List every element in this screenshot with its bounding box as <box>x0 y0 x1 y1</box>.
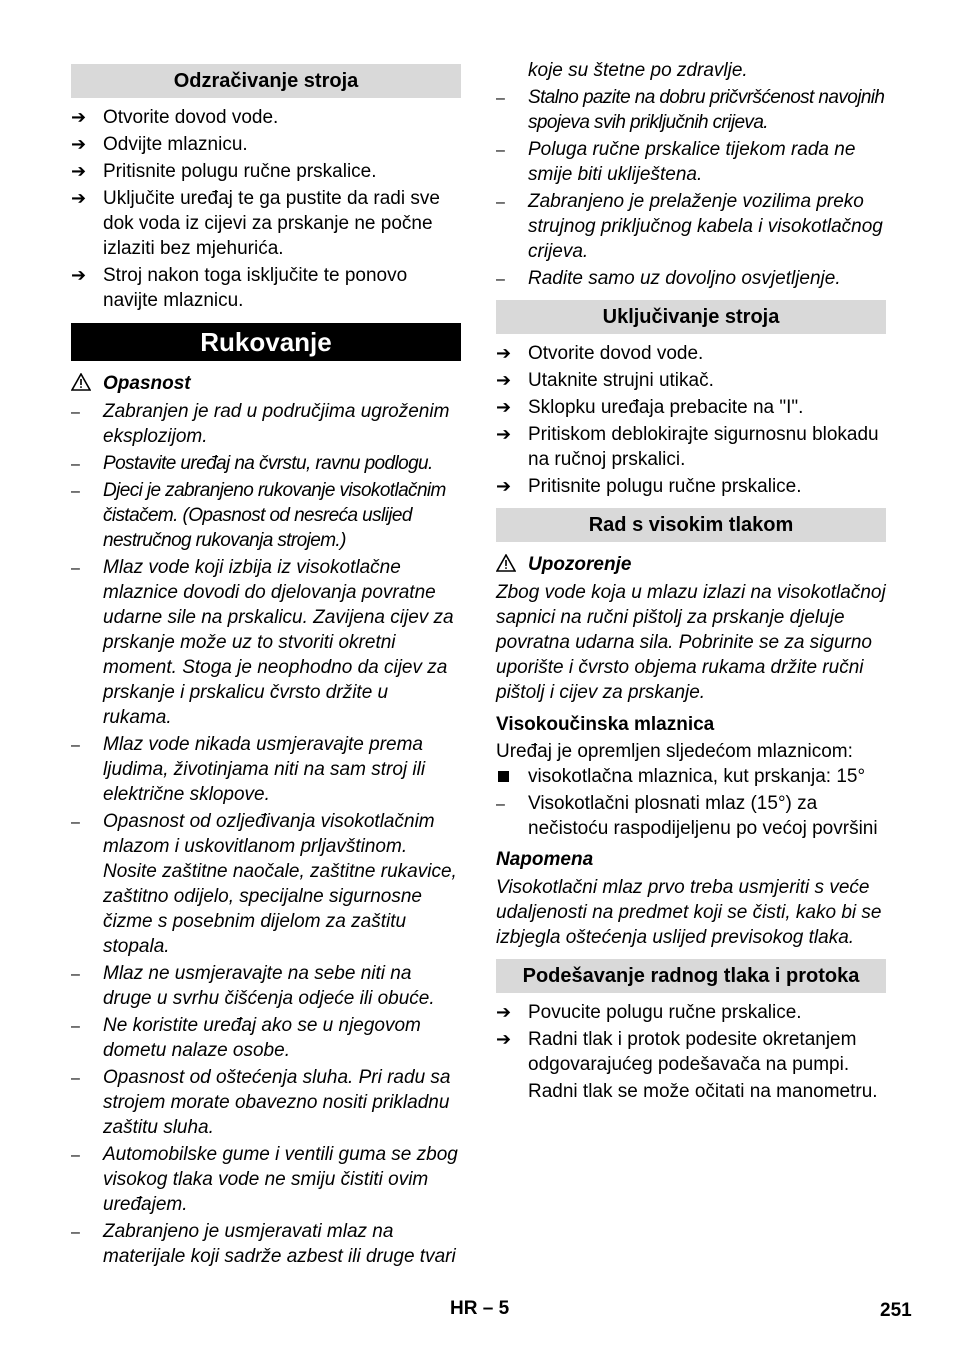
dash-bullet-icon: – <box>71 814 80 831</box>
list-item: – Postavite uređaj na čvrstu, ravnu podlogu. <box>71 451 461 476</box>
steps-list-ukljucivanje <box>496 341 886 499</box>
dash-bullet-icon: – <box>496 796 505 813</box>
warning-text: Zbog vode koja u mlazu izlazi na visokotlačnoj sapnici na ručni pištolj za prskanje djeluje povratna udarna sila. Pobrinite se za sigurno uporište i čvrsto objema rukama držite ručni pištolj i cijev za prskanje. <box>496 582 886 703</box>
dash-bullet-icon: – <box>71 560 80 577</box>
section-heading-odzracivanje: Odzračivanje stroja <box>71 64 461 98</box>
dash-bullet-icon: – <box>496 90 505 107</box>
dash-bullet-icon: – <box>496 194 505 211</box>
list-item: – Mlaz vode nikada usmjeravajte prema ljudima, životinjama niti na sam stroj ili električne sklopove. <box>71 734 426 805</box>
list-item: – Poluga ručne prskalice tijekom rada ne smije biti ukliještena. <box>496 139 856 185</box>
danger-list <box>71 399 461 1269</box>
continued-text: koje su štetne po zdravlje. <box>528 60 748 81</box>
square-bullet-icon <box>498 771 509 782</box>
arrow-right-icon: ➔ <box>496 370 512 390</box>
arrow-right-icon: ➔ <box>71 107 87 127</box>
left-column <box>71 58 461 1269</box>
warning-triangle-icon <box>71 373 91 398</box>
note-label: Napomena <box>496 849 594 870</box>
arrow-right-icon: ➔ <box>71 188 87 208</box>
list-item: – Mlaz vode koji izbija iz visokotlačne mlaznice dovodi do djelovanja povratne udarne sile na prskalicu. Zavijena cijev za prskanje može uz to stvoriti okretni moment. Stoga je neophodno da cijev za prskanje i prskalicu čvrsto držite u rukama. <box>71 557 454 728</box>
nozzle-sub-item: – Visokotlačni plosnati mlaz (15°) za nečistoću raspodijeljenu po većoj površini <box>496 793 878 839</box>
list-item: – Zabranjeno je usmjeravati mlaz na materijale koji sadrže azbest ili druge tvari <box>71 1221 456 1267</box>
right-column <box>496 58 886 1104</box>
arrow-right-icon: ➔ <box>71 134 87 154</box>
nozzle-intro: Uređaj je opremljen sljedećom mlaznicom: <box>496 741 853 762</box>
list-item: ➔ Otvorite dovod vode. <box>496 343 704 364</box>
arrow-right-icon: ➔ <box>496 1029 512 1049</box>
dash-bullet-icon: – <box>496 271 505 288</box>
steps-list-odzracivanje <box>71 105 461 313</box>
arrow-right-icon: ➔ <box>71 161 87 181</box>
list-item: ➔ Stroj nakon toga isključite te ponovo navijte mlaznicu. <box>71 265 408 311</box>
danger-label: Opasnost <box>71 371 461 396</box>
list-item: ➔ Pritisnite polugu ručne prskalice. <box>71 161 377 182</box>
dash-bullet-icon: – <box>71 1018 80 1035</box>
arrow-right-icon: ➔ <box>496 343 512 363</box>
list-item: ➔ Utaknite strujni utikač. <box>496 370 714 391</box>
section-heading-rad-s-visokim-tlakom: Rad s visokim tlakom <box>496 508 886 542</box>
list-item: ➔ Radni tlak i protok podesite okretanjem odgovarajućeg podešavača na pumpi. <box>496 1029 857 1075</box>
dash-bullet-icon: – <box>71 456 80 473</box>
list-item: – Zabranjen je rad u područjima ugroženim eksplozijom. <box>71 401 450 447</box>
dash-bullet-icon: – <box>496 142 505 159</box>
list-item: – Djeci je zabranjeno rukovanje visokotlačnim čistačem. (Opasnost od nesreća uslijed nestručnog rukovanja strojem.) <box>71 480 446 551</box>
dash-bullet-icon: – <box>71 483 80 500</box>
arrow-right-icon: ➔ <box>496 424 512 444</box>
warning-triangle-icon <box>496 554 516 579</box>
list-item: – Stalno pazite na dobru pričvršćenost navojnih spojeva svih priključnih crijeva. <box>496 87 885 133</box>
list-item: – Automobilske gume i ventili guma se zbog visokog tlaka vode ne smiju čistiti ovim uređajem. <box>71 1144 458 1215</box>
list-item: – Zabranjeno je prelaženje vozilima preko strujnog priključnog kabela i visokotlačnog crijeva. <box>496 191 883 262</box>
list-item: ➔ Odvijte mlaznicu. <box>71 134 248 155</box>
nozzle-title: Visokoučinska mlaznica <box>496 714 715 735</box>
arrow-right-icon: ➔ <box>71 265 87 285</box>
list-item: ➔ Povucite polugu ručne prskalice. <box>496 1002 802 1023</box>
dash-bullet-icon: – <box>71 1224 80 1241</box>
list-item: ➔ Pritiskom deblokirajte sigurnosnu blokadu na ručnoj prskalici. <box>496 424 879 470</box>
dash-bullet-icon: – <box>71 737 80 754</box>
arrow-right-icon: ➔ <box>496 1002 512 1022</box>
list-item: ➔ Sklopku uređaja prebacite na "I". <box>496 397 804 418</box>
list-item: – Mlaz ne usmjeravajte na sebe niti na druge u svrhu čišćenja odjeće ili obuće. <box>71 963 435 1009</box>
list-item: ➔ Pritisnite polugu ručne prskalice. <box>496 476 802 497</box>
dash-bullet-icon: – <box>71 1147 80 1164</box>
steps-list-podesavanje <box>496 1000 886 1104</box>
arrow-right-icon: ➔ <box>496 397 512 417</box>
danger-list-continued <box>496 85 886 291</box>
list-item: – Opasnost od ozljeđivanja visokotlačnim mlazom i uskovitlanom prljavštinom. Nosite zaštitne naočale, zaštitne rukavice, zaštitno odijelo, specijalne sigurnosne čizme s posebnim dijelom za zaštitu stopala. <box>71 811 457 957</box>
chapter-title-rukovanje: Rukovanje <box>71 323 461 361</box>
arrow-right-icon: ➔ <box>496 476 512 496</box>
note-text: Visokotlačni mlaz prvo treba usmjeriti s veće udaljenosti na predmet koji se čisti, kako bi se izbjegla oštećenja uslijed previsokog tlaka. <box>496 877 882 948</box>
list-item-note: Radni tlak se može očitati na manometru. <box>528 1081 878 1102</box>
footer-page-number: 251 <box>880 1300 912 1321</box>
list-item: – Radite samo uz dovoljno osvjetljenje. <box>496 266 886 291</box>
list-item: ➔ Uključite uređaj te ga pustite da radi sve dok voda iz cijevi za prskanje ne počne izlaziti bez mjehurića. <box>71 188 440 259</box>
list-item: – Ne koristite uređaj ako se u njegovom dometu nalaze osobe. <box>71 1015 421 1061</box>
dash-bullet-icon: – <box>71 404 80 421</box>
section-heading-ukljucivanje: Uključivanje stroja <box>496 300 886 334</box>
list-item: – Opasnost od oštećenja sluha. Pri radu sa strojem morate obavezno nositi prikladnu zaštitu sluha. <box>71 1067 451 1138</box>
section-heading-podesavanje: Podešavanje radnog tlaka i protoka <box>496 959 886 993</box>
dash-bullet-icon: – <box>71 1070 80 1087</box>
footer-language-page: HR – 5 <box>450 1298 510 1319</box>
dash-bullet-icon: – <box>71 966 80 983</box>
nozzle-item: visokotlačna mlaznica, kut prskanja: 15° <box>496 764 886 789</box>
warning-label: Upozorenje <box>496 552 886 577</box>
list-item: ➔ Otvorite dovod vode. <box>71 107 279 128</box>
